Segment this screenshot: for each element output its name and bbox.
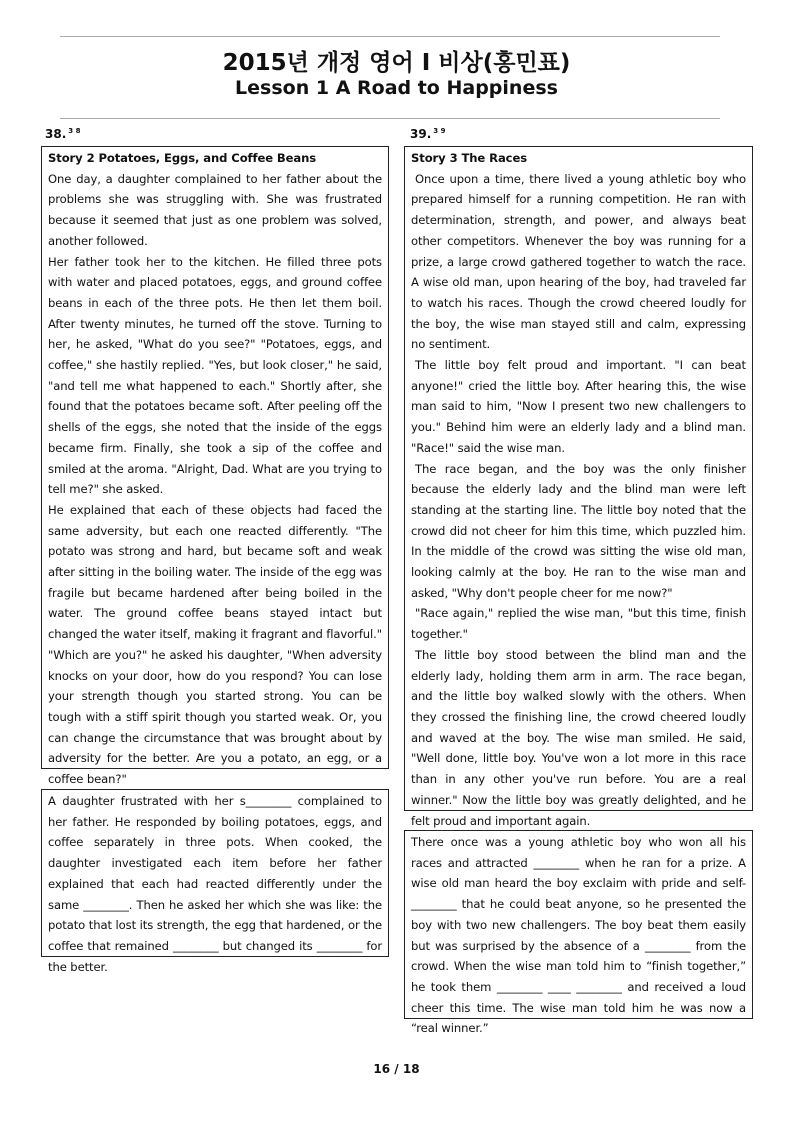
- paragraph: The race began, and the boy was the only finisher because the elderly lady and the blind man were left standing at the starting line. The little boy noted that the crowd did not cheer for him this time, which puzzled him. In the middle of the crowd was sitting the wise old man, looking calmly at the boy. He ran to the wise man and asked, "Why don't people cheer for me now?": [411, 461, 746, 600]
- question-number-38: [45, 127, 80, 141]
- page-title: 2015년 개정 영어 I 비상(홍민표): [222, 50, 571, 76]
- top-rule: [60, 36, 720, 37]
- page-number: 16 / 18: [373, 1062, 420, 1076]
- story3-passage: [404, 146, 753, 828]
- summary-text: There once was a young athletic boy who won all his races and attracted ________ when he ran for a prize. A wise old man heard the boy exclaim with pride and self-________ that he could beat anyone, so he presented the boy with two new challengers. The boy beat them easily but was surprised by the absence of a ________ from the crowd. When the wise man told him to “finish together,” he took them ________ ____ ________ and received a loud cheer this time. The wise man told him he was now a “real winner.”: [411, 835, 746, 1036]
- story3-heading: Story 3 The Races: [411, 151, 528, 165]
- title-rule: [60, 118, 720, 119]
- q38-label: 38.: [45, 127, 67, 141]
- paragraph: "Which are you?" he asked his daughter, "When adversity knocks on your door, how do you respond? You can lose your strength though you started strong. You can be tough with a stiff spirit though you started weak. Or, you can change the circumstance that was brought about by adversity for the better. Are you a potato, an egg, or a coffee bean?": [48, 647, 382, 787]
- paragraph: "Race again," replied the wise man, "but this time, finish together.": [411, 606, 746, 642]
- paragraph: One day, a daughter complained to her father about the problems she was struggling with. She was frustrated because it seemed that just as one problem was solved, another followed.: [48, 171, 382, 248]
- summary-text: A daughter frustrated with her s________ complained to her father. He responded by boiling potatoes, eggs, and coffee separately in three pots. When cooked, the daughter investigated each item before her father explained that each had reacted differently under the same ________. Then he asked her which she was like: the potato that lost its strength, the egg that hardened, or the coffee that remained ________ but changed its ________ for the better.: [48, 794, 382, 974]
- story2-heading: Story 2 Potatoes, Eggs, and Coffee Beans: [48, 151, 317, 165]
- q39-label: 39.: [410, 127, 432, 141]
- q39-sup: 3 9: [433, 127, 446, 135]
- story2-passage: [41, 146, 389, 787]
- paragraph: Once upon a time, there lived a young athletic boy who prepared himself for a running competition. He ran with determination, strength, and power, and always beat other competitors. Whenever the boy was running for a prize, a large crowd gathered together to watch the race. A wise old man, upon hearing of the boy, had traveled far to watch his races. Though the crowd cheered loudly for the boy, the wise man stayed still and calm, expressing no sentiment.: [411, 171, 746, 352]
- paragraph: Her father took her to the kitchen. He filled three pots with water and placed potatoes, eggs, and ground coffee beans in each of the three pots. He then let them boil. After twenty minutes, he turned off the stove. Turning to her, he asked, "What do you see?" "Potatoes, eggs, and coffee," she hastily replied. "Yes, but look closer," he said, "and tell me what happened to each." Shortly after, she found that the potatoes became soft. After peeling off the shells of the eggs, she noted that the inside of the eggs became firm. Finally, she took a sip of the coffee and smiled at the aroma. "Alright, Dad. What are you trying to tell me?" she asked.: [48, 254, 382, 497]
- lesson-subtitle: Lesson 1 A Road to Happiness: [235, 77, 558, 99]
- paragraph: The little boy felt proud and important. "I can beat anyone!" cried the little boy. After hearing this, the wise man said to him, "Now I present two new challengers to you." Behind him were an elderly lady and a blind man. "Race!" said the wise man.: [411, 358, 746, 455]
- question-number-39: [410, 127, 445, 141]
- story3-summary: [404, 830, 753, 1036]
- story2-summary: [41, 789, 389, 974]
- q38-sup: 3 8: [68, 127, 81, 135]
- paragraph: He explained that each of these objects had faced the same adversity, but each one reacted differently. "The potato was strong and hard, but became soft and weak after sitting in the boiling water. The inside of the egg was fragile but became hardened after being boiled in the water. The ground coffee beans stayed intact but changed the water itself, making it fragrant and flavorful.": [48, 502, 382, 642]
- paragraph: The little boy stood between the blind man and the elderly lady, holding them arm in arm. The race began, and the little boy walked slowly with the others. When they crossed the finishing line, the crowd cheered loudly and waved at the boy. The wise man smiled. He said, "Well done, little boy. You've won a lot more in this race than in any other you've run before. You are a real winner." Now the little boy was greatly delighted, and he felt proud and important again.: [411, 647, 746, 828]
